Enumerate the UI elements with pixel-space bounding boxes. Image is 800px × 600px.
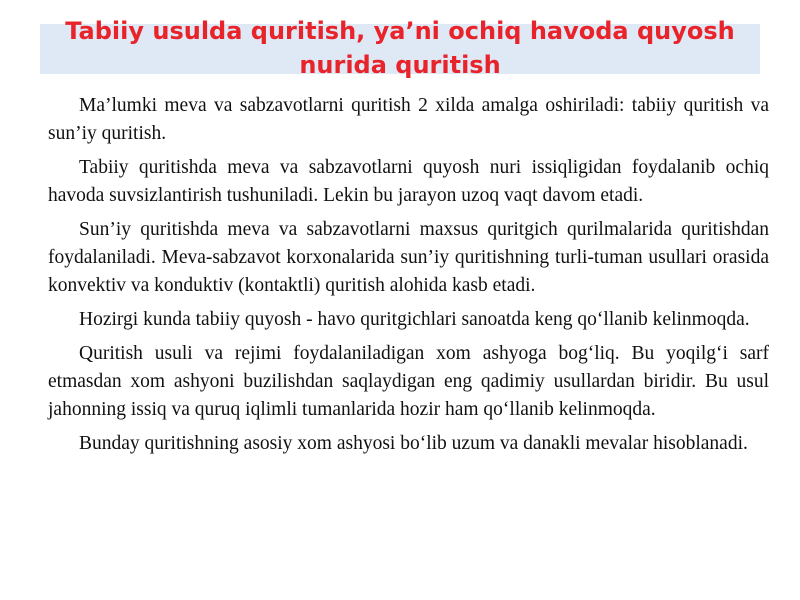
- slide-title: Tabiiy usulda quritish, ya’ni ochiq havoda quyosh nurida quritish: [65, 17, 735, 79]
- paragraph: Sun’iy quritishda meva va sabzavotlarni maxsus quritgich qurilmalarida quritishdan foydalaniladi. Meva-sabzavot korxonalarida sun’iy quritishning turli-tuman usullari orasida konvektiv va konduktiv (kontaktli) quritish alohida kasb etadi.: [48, 219, 769, 296]
- slide-body: [48, 92, 769, 464]
- paragraph: Bunday quritishning asosiy xom ashyosi bo‘lib uzum va danakli mevalar hisoblanadi.: [79, 433, 748, 454]
- paragraph: Ma’lumki meva va sabzavotlarni quritish 2 xilda amalga oshiriladi: tabiiy quritish va sun’iy quritish.: [48, 95, 769, 144]
- paragraph: Tabiiy quritishda meva va sabzavotlarni quyosh nuri issiqligidan foydalanib ochiq havoda suvsizlantirish tushuniladi. Lekin bu jarayon uzoq vaqt davom etadi.: [48, 157, 769, 206]
- paragraph: Quritish usuli va rejimi foydalaniladigan xom ashyoga bog‘liq. Bu yoqilg‘i sarf etmasdan xom ashyoni buzilishdan saqlaydigan eng qadimiy usullardan biridir. Bu usul jahonning issiq va quruq iqlimli tumanlarida hozir ham qo‘llanib kelinmoqda.: [48, 343, 769, 420]
- paragraph: Hozirgi kunda tabiiy quyosh - havo quritgichlari sanoatda keng qo‘llanib kelinmoqda.: [79, 309, 750, 330]
